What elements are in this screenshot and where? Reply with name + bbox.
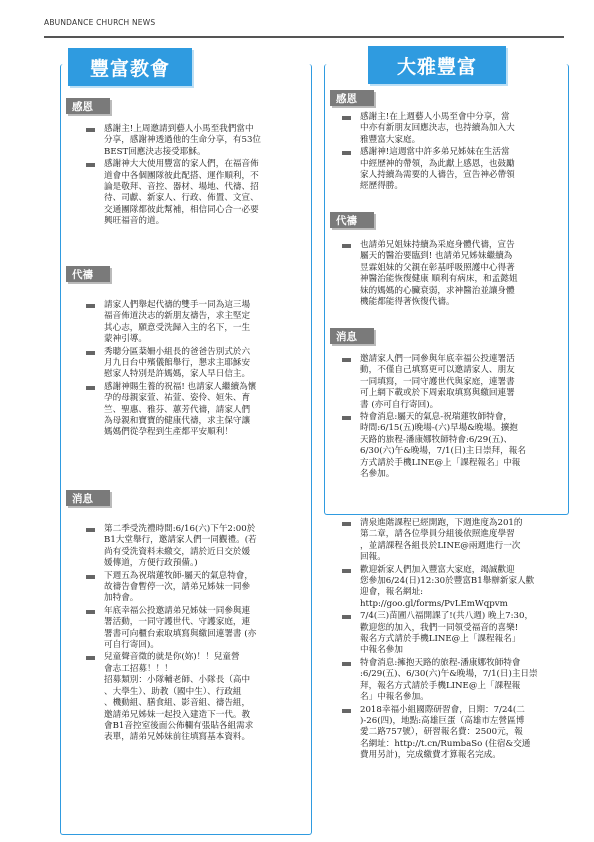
bullet-icon <box>86 128 95 132</box>
item-text: 第二季受洗禮時間:6/16(六)下午2:00於 B1大堂舉行，邀請家人們一同觀禮。(若 尚有受洗資料未繳交，請於近日交於媛 媛傳道，方便行政預備。) <box>104 524 257 569</box>
section-heading: 感恩 <box>66 98 110 114</box>
item-text: 兒童聲音徵的就是你(妳)！！兒童營 會志工招募！！！ 招募類別：小隊輔老師、小隊長（高中 、大學生）、助教（國中生）、行政組 、機動組、膳食組、影音組、禱告組， 邀請弟兄姊妹一起投入建造下一代。教 會B1音控室後面公佈欄有張貼各組需求 表單，請弟兄姊妹前往填寫基本資料。 <box>104 652 254 743</box>
bullet-icon <box>86 575 95 579</box>
list-item <box>342 354 564 411</box>
masthead-title: ABUNDANCE CHURCH NEWS <box>44 18 156 27</box>
bullet-icon <box>86 610 95 614</box>
list-item <box>342 112 564 146</box>
list-item <box>86 571 308 605</box>
item-text: 感謝主!在上週藝人小馬至會中分享，當 中亦有新朋友回應決志，也持續為加入大 雅豐富大家庭。 <box>360 112 515 145</box>
item-list <box>342 518 564 763</box>
bullet-icon <box>342 709 351 713</box>
item-text: 清泉進階課程已經開跑，下週進度為201的 第二章，請各位學員分組後依照進度學習 ，並請課程各組長於LINE@兩週進行一次 回報。 <box>360 518 523 563</box>
list-item <box>86 652 308 743</box>
bullet-icon <box>86 656 95 660</box>
list-item <box>86 382 308 439</box>
item-text: 7/4(三)苗圃八福開課了!(共八週) 晚上7:30， 歡迎您的加入，我們一同領受福音的喜樂! 報名方式請於手機LINE@上「課程報名」 中報名參加 <box>360 611 534 656</box>
bullet-icon <box>86 386 95 390</box>
section-heading: 消息 <box>330 328 374 344</box>
bullet-icon <box>342 151 351 155</box>
item-text: 也請弟兄姐妹持續為采庭身體代禱，宣告 屬天的醫治要臨到! 也請弟兄姊妹繼續為 昱霖姐妹的父親在彰基呼吸照護中心得著 神醫治能恢復健康 順利有病床，和孟懿姐 妹的媽媽的心臟衰弱，求神醫治並讓身體 機能都能得著恢復代禱。 <box>360 240 518 308</box>
item-list <box>342 240 564 309</box>
bullet-icon <box>342 358 351 362</box>
section-heading: 代禱 <box>66 266 110 282</box>
left-column-title: 豐富教會 <box>68 48 192 86</box>
list-item <box>342 240 564 308</box>
bullet-icon <box>342 522 351 526</box>
item-list <box>86 300 308 440</box>
list-item <box>86 300 308 346</box>
list-item <box>342 611 564 657</box>
item-text: 特會消息:擁抱天路的旅程-潘康娜牧師特會 :6/29(五)、6/30(六)午&晚場，7/1(日)主日崇 拜，報名方式請於手機LINE@上「課程報 名」中報名參加。 <box>360 657 538 703</box>
bullet-icon <box>342 615 351 619</box>
item-text: 年底幸福公投邀請弟兄姊妹一同參與連 署活動，一同守護世代、守護家庭，連 署書可向櫃台索取填寫與繳回連署書 (亦 可自行寄回)。 <box>104 605 257 651</box>
item-text: 下週五為祝瑞蓮牧師-屬天的氣息特會， 故禱告會暫停一次，請弟兄姊妹一同參 加特會。 <box>104 570 253 604</box>
bullet-icon <box>86 528 95 532</box>
item-text: 歡迎新家人們加入豐富大家庭，竭誠歡迎 您參加6/24(日)12:30於豐富B1舉辦新家人歡 迎會，報名網址: http://goo.gl/forms/PvLEmWqpvm <box>360 564 535 609</box>
item-text: 感謝主!上周邀請到藝人小馬至我們當中 分享，感謝神透過他的生命分享，有53位 BEST回應決志接受耶穌。 <box>104 124 262 157</box>
item-list <box>86 524 308 745</box>
list-item <box>86 124 308 158</box>
masthead-divider <box>44 36 564 38</box>
item-text: 感謝神!這週當中許多弟兄姊妹在生活當 中經歷神的帶領，為此獻上感恩，也鼓勵 家人持續為需要的人禱告，宣告神必帶領 經歷得勝。 <box>360 147 515 192</box>
list-item <box>86 606 308 652</box>
list-item <box>86 347 308 381</box>
right-column-title: 大雅豐富 <box>368 46 506 84</box>
item-text: 請家人們舉起代禱的雙手一同為這三場 福音佈道決志的新朋友禱告，求主堅定 其心志，願意受洗歸入主的名下，一生 蒙神引導。 <box>104 300 251 345</box>
item-list <box>86 124 308 229</box>
item-list <box>342 354 564 481</box>
bullet-icon <box>342 116 351 120</box>
section-heading: 消息 <box>66 490 110 506</box>
list-item <box>342 705 564 762</box>
list-item <box>342 147 564 193</box>
item-text: 特會消息:屬天的氣息-祝瑞蓮牧師特會， 時間:6/15(五)晚場-(六)早場&晚場。擴抱 天路的旅程-潘康娜牧師特會:6/29(五)、 6/30(六)午&晚場，7/1(日)主日崇拜，報名 方式請於手機LINE@上「課程報名」中報 名參加。 <box>360 412 526 480</box>
list-item <box>342 565 564 611</box>
item-list <box>342 112 564 194</box>
item-text: 感謝神大大使用豐富的家人們，在福音佈 道會中各個團隊彼此配搭、運作順利，不 論是敬拜、音控、器材、場地、代禱、招 待、司獻、新家人、行政、佈置、文宣、 交通團隊都彼此幫補，相信同心合一必要 興旺福音的道。 <box>104 159 259 227</box>
item-text: 秀聰分區棻姍小組長的爸爸告別式於六 月九日台中殯儀館舉行，懇求主耶穌安 慰家人特別是許媽媽，家人早日信主。 <box>104 346 251 380</box>
bullet-icon <box>86 304 95 308</box>
list-item <box>342 412 564 480</box>
bullet-icon <box>342 569 351 573</box>
section-heading: 感恩 <box>330 90 374 106</box>
bullet-icon <box>86 163 95 167</box>
list-item <box>86 524 308 570</box>
bullet-icon <box>342 416 351 420</box>
item-text: 2018幸福小組國際研習會，日期：7/24(二 )-26(四)，地點:高雄巨蛋（高雄市左營區博 愛二路757號），研習報名費：2500元，報 名網址：http://t.cn/RumbaSo (住宿&交通 費用另計)，完成繳費才算報名完成。 <box>360 704 531 761</box>
list-item <box>342 518 564 564</box>
list-item <box>86 159 308 227</box>
item-text: 邀請家人們一同參與年底幸福公投連署活 動，不僅自己填寫更可以邀請家人、朋友 一同填寫，一同守護世代與家庭，連署書 可上網下載或於下周索取填寫與繳回連署 書 (亦可自行寄回)。 <box>360 354 515 410</box>
item-text: 感謝神賜生養的祝福! 也請家人繼續為懷 孕的母親家萱、祐萱、姿伶、姮朱、育 竺、聖惠、雅芬、蕙芳代禱，請家人們 為母親和寶寶的健康代禱，求主保守讓 媽媽們從孕程到生產都平安順利！ <box>104 381 257 438</box>
bullet-icon <box>342 662 351 666</box>
bullet-icon <box>342 244 351 248</box>
bullet-icon <box>86 351 95 355</box>
list-item <box>342 658 564 704</box>
section-heading: 代禱 <box>330 212 374 228</box>
